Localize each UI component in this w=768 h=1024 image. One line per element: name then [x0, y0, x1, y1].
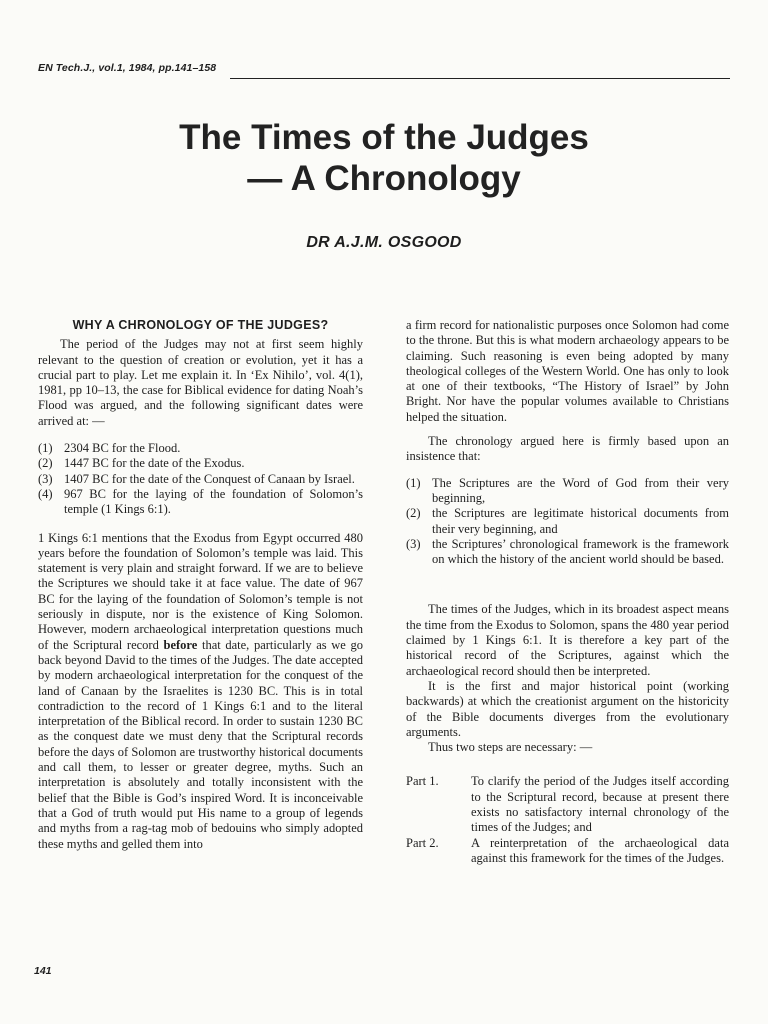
body-text: that date, particularly as we go back beyond David to the times of the Judges. The date accepted by modern archaeological interpretation for the conquest of the land of Canaan by the Israelites is 1230 BC. This is in total contradiction to the record of 1 Kings 6:1 and to the literal interpretation of the Biblical record. In order to sustain 1230 BC as the conquest date we must deny that the Scriptural records before the days of Solomon are trustworthy historical documents and call them, to lesser or greater degree, myths. Such an interpretation is absolutely and totally inconsistent with the belief that the Bible is God’s inspired Word. It is inconceivable that a God of truth would put His name to a group of legends and myths from a rag-tag mob of bedouins who simply adopted these myths and gelled them into — [38, 637, 364, 851]
body-paragraph: It is the first and major historical point (working backwards) at which the creationist argument on the historicity of the Bible documents diverges from the evolutionary arguments. — [406, 678, 729, 739]
list-item — [406, 476, 729, 507]
body-paragraph: The times of the Judges, which in its broadest aspect means the time from the Exodus to Solomon, spans the 480 year period claimed by 1 Kings 6:1. It is therefore a key part of the historical record of the Scriptures, against which the archaeological record should then be interpreted. — [406, 602, 729, 678]
list-number: (2) — [38, 456, 53, 471]
left-column — [38, 318, 363, 852]
insistence-list — [406, 476, 729, 568]
list-text: the Scriptures are legitimate historical documents from their very beginning, and — [432, 506, 729, 536]
list-text: 2304 BC for the Flood. — [64, 441, 181, 456]
list-item — [406, 836, 729, 867]
title-line-1: The Times of the Judges — [179, 118, 589, 157]
title-line-2: — A Chronology — [247, 159, 521, 198]
body-paragraph — [38, 531, 363, 852]
list-item — [406, 537, 729, 568]
list-text: 1447 BC for the date of the Exodus. — [64, 456, 245, 471]
header-rule — [230, 78, 730, 79]
right-column — [406, 318, 729, 866]
part-label: Part 2. — [406, 835, 439, 850]
article-title — [38, 117, 730, 199]
emphasis-text: before — [163, 637, 198, 652]
part-text: A reinterpretation of the archaeological data against this framework for the times of the Judges. — [471, 835, 729, 865]
journal-reference: EN Tech.J., vol.1, 1984, pp.141–158 — [38, 62, 217, 74]
list-item — [38, 487, 363, 518]
intro-paragraph: The period of the Judges may not at first seem highly relevant to the question of creation or evolution, yet it has a crucial part to play. Let me explain it. In ‘Ex Nihilo’, vol. 4(1), 1981, pp 10–13, the case for Biblical evidence for dating Noah’s Flood was argued, and the following significant dates were arrived at: — — [38, 337, 363, 428]
list-number: (3) — [38, 471, 53, 486]
list-item — [38, 441, 363, 456]
part-label: Part 1. — [406, 774, 439, 789]
list-number: (2) — [406, 506, 421, 521]
list-number: (1) — [406, 475, 421, 490]
list-number: (4) — [38, 486, 53, 501]
author-name: DR A.J.M. OSGOOD — [306, 234, 462, 251]
list-number: (3) — [406, 536, 421, 551]
list-item — [406, 774, 729, 835]
parts-list — [406, 774, 729, 866]
dates-list — [38, 441, 363, 517]
page-number: 141 — [34, 965, 52, 977]
list-text: 967 BC for the laying of the foundation of Solomon’s temple (1 Kings 6:1). — [64, 486, 363, 517]
list-item — [38, 456, 363, 471]
body-paragraph: a firm record for nationalistic purposes once Solomon had come to the throne. But this is what modern archaeology appears to be claiming. Such reasoning is even being adopted by many theological colleges of the Western World. One has only to look at one of their textbooks, “The History of Israel” by John Bright. Nor have the popular volumes available to Christians helped the situation. — [406, 318, 729, 424]
section-heading: WHY A CHRONOLOGY OF THE JUDGES? — [72, 318, 329, 332]
list-number: (1) — [38, 441, 53, 456]
body-paragraph: Thus two steps are necessary: — — [428, 740, 593, 755]
list-text: the Scriptures’ chronological framework is the framework on which the history of the ancient world should be based. — [432, 536, 729, 567]
list-item — [406, 506, 729, 537]
body-text: 1 Kings 6:1 mentions that the Exodus from Egypt occurred 480 years before the foundation of Solomon’s temple was laid. This statement is very plain and straight forward. If we are to believe the Scriptures we should take it at face value. The date of 967 BC for the laying of the foundation of Solomon’s temple is not seriously in dispute, nor is the existence of King Solomon. However, modern archaeological interpretation questions much of the Scriptural record — [38, 530, 363, 652]
list-item — [38, 472, 363, 487]
part-text: To clarify the period of the Judges itself according to the Scriptural record, because at present there exists no satisfactory internal chronology of the times of the Judges; and — [471, 774, 729, 835]
list-text: The Scriptures are the Word of God from their very beginning, — [432, 475, 729, 505]
body-paragraph: The chronology argued here is firmly based upon an insistence that: — [406, 434, 729, 464]
list-text: 1407 BC for the date of the Conquest of Canaan by Israel. — [64, 471, 355, 486]
